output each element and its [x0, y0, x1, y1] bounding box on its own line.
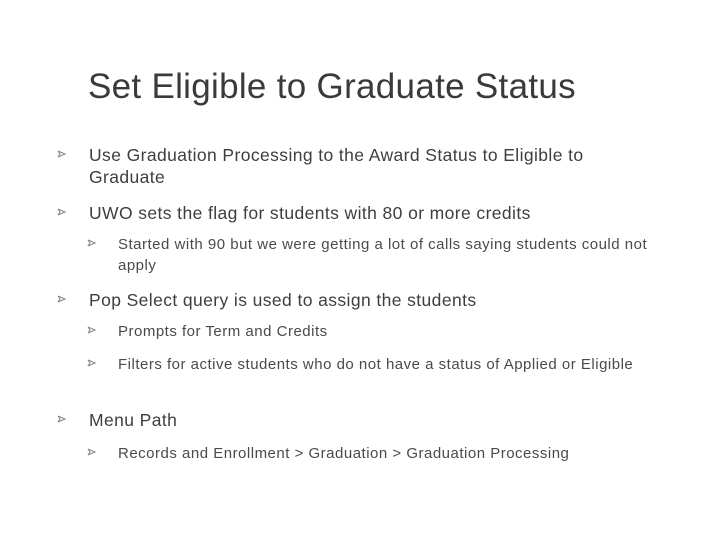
bullet-arrow-icon — [85, 445, 105, 465]
bullet-item — [55, 202, 655, 225]
bullet-arrow-icon — [55, 205, 75, 225]
bullet-text: Pop Select query is used to assign the students — [89, 290, 477, 310]
bullet-text: Started with 90 but we were getting a lot of calls saying students could not apply — [118, 236, 648, 274]
bullet-arrow-icon — [55, 412, 75, 432]
bullet-text: Menu Path — [89, 410, 178, 430]
bullet-text: Use Graduation Processing to the Award Status to Eligible to Graduate — [89, 145, 584, 187]
bullet-text: Records and Enrollment > Graduation > Graduation Processing — [118, 445, 570, 462]
sub-bullet-item — [85, 443, 685, 465]
bullet-text: Prompts for Term and Credits — [118, 323, 328, 340]
slide-title: Set Eligible to Graduate Status — [88, 67, 576, 106]
bullet-item — [55, 409, 655, 432]
bullet-item — [55, 144, 655, 188]
bullet-arrow-icon — [55, 292, 75, 312]
bullet-arrow-icon — [85, 236, 105, 256]
sub-bullet-item — [85, 234, 655, 276]
sub-bullet-item — [85, 354, 655, 376]
bullet-arrow-icon — [85, 356, 105, 376]
bullet-arrow-icon — [55, 147, 75, 167]
bullet-arrow-icon — [85, 323, 105, 343]
bullet-item — [55, 289, 655, 312]
bullet-text: UWO sets the flag for students with 80 or more credits — [89, 203, 531, 223]
sub-bullet-item — [85, 321, 655, 343]
bullet-text: Filters for active students who do not have a status of Applied or Eligible — [118, 356, 634, 373]
